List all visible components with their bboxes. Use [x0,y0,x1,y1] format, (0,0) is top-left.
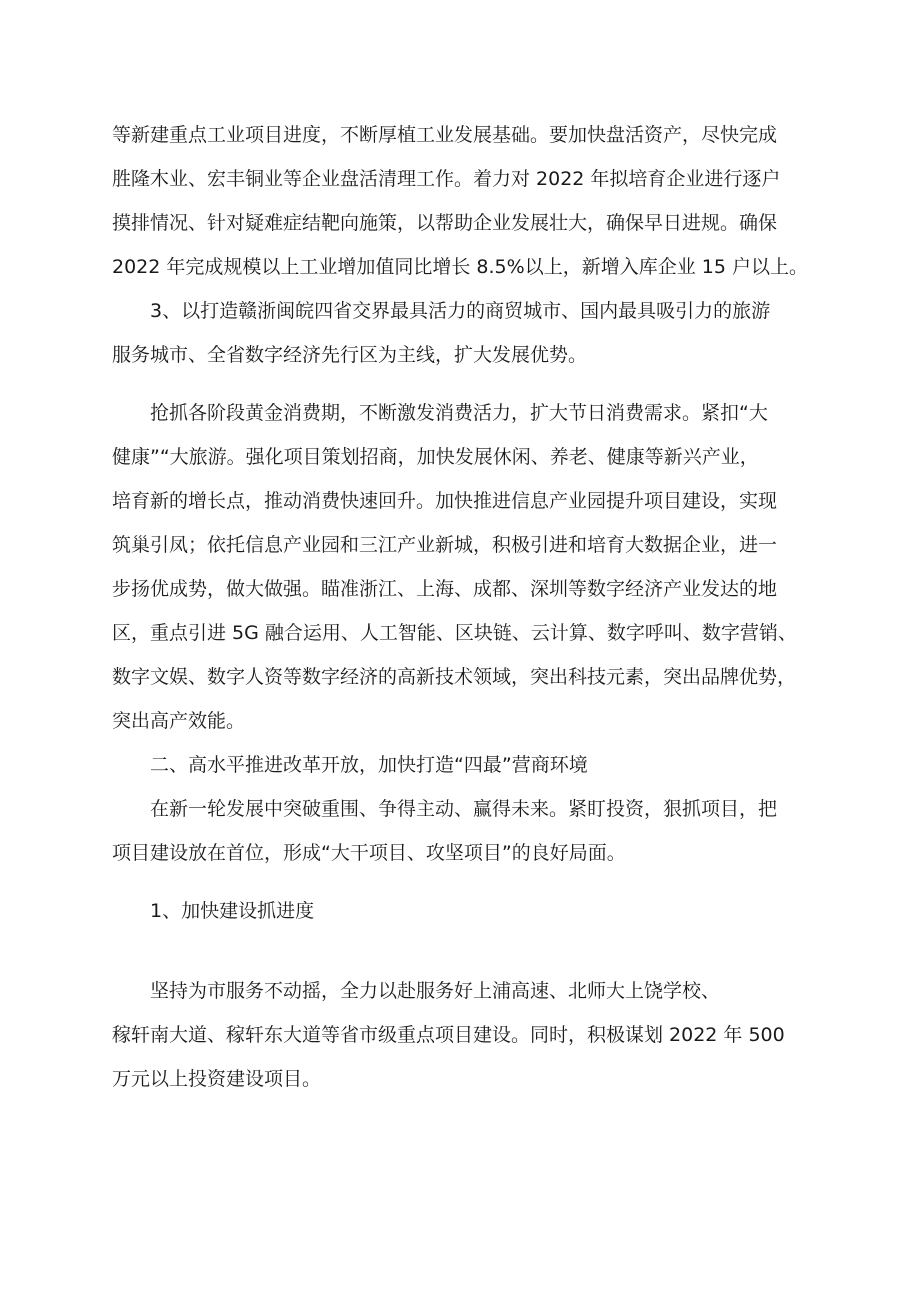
paragraph-spacer [112,377,824,391]
text-line: 培育新的增长点，推动消费快速回升。加快推进信息产业园提升项目建设，实现 [112,490,778,512]
text-line: 2022 年完成规模以上工业增加值同比增长 8.5%以上，新增入库企业 15 户以上。 [112,256,808,278]
text-line: 摸排情况、针对疑难症结靶向施策，以帮助企业发展壮大，确保早日进规。确保 [112,212,778,234]
paragraph-industry-progress [112,113,824,289]
text-line: 数字文娱、数字人资等数字经济的高新技术领域，突出科技元素，突出品牌优势， [112,666,797,688]
text-line: 筑巢引凤；依托信息产业园和三江产业新城，积极引进和培育大数据企业，进一 [112,534,778,556]
text-line: 抢抓各阶段黄金消费期，不断激发消费活力，扩大节日消费需求。紧扣“大 [150,402,768,424]
text-line: 在新一轮发展中突破重围、争得主动、赢得未来。紧盯投资，狠抓项目，把 [150,798,778,820]
text-line: 健康”“大旅游。强化项目策划招商，加快发展休闲、养老、健康等新兴产业， [112,446,759,468]
text-line: 步扬优成势，做大做强。瞄准浙江、上海、成都、深圳等数字经济产业发达的地 [112,578,778,600]
paragraph-spacer [112,875,824,889]
text-line: 项目建设放在首位，形成“大干项目、攻坚项目”的良好局面。 [112,842,626,864]
subsection-heading-construction [112,889,824,933]
subsection-heading: 1、加快建设抓进度 [150,900,315,922]
section-heading-reform [112,743,824,787]
text-line: 坚持为市服务不动摇，全力以赴服务好上浦高速、北师大上饶学校、 [150,980,721,1002]
text-line: 3、以打造赣浙闽皖四省交界最具活力的商贸城市、国内最具吸引力的旅游 [150,300,771,322]
text-line: 突出高产效能。 [112,710,246,732]
text-line: 等新建重点工业项目进度，不断厚植工业发展基础。要加快盘活资产，尽快完成 [112,124,778,146]
text-line: 服务城市、全省数字经济先行区为主线，扩大发展优势。 [112,344,588,366]
text-line: 稼轩南大道、稼轩东大道等省市级重点项目建设。同时，积极谋划 2022 年 500 [112,1024,785,1046]
document-page [112,113,824,1101]
text-line: 区，重点引进 5G 融合运用、人工智能、区块链、云计算、数字呼叫、数字营销、 [112,622,797,644]
paragraph-consumption [112,391,824,743]
text-line: 胜隆木业、宏丰铜业等企业盘活清理工作。着力对 2022 年拟培育企业进行逐户 [112,168,781,190]
section-heading: 二、高水平推进改革开放，加快打造“四最”营商环境 [150,754,588,776]
paragraph-key-projects [112,969,824,1101]
paragraph-commerce-tourism-goal [112,289,824,377]
paragraph-investment [112,787,824,875]
text-line: 万元以上投资建设项目。 [112,1068,322,1090]
paragraph-spacer [112,933,824,969]
